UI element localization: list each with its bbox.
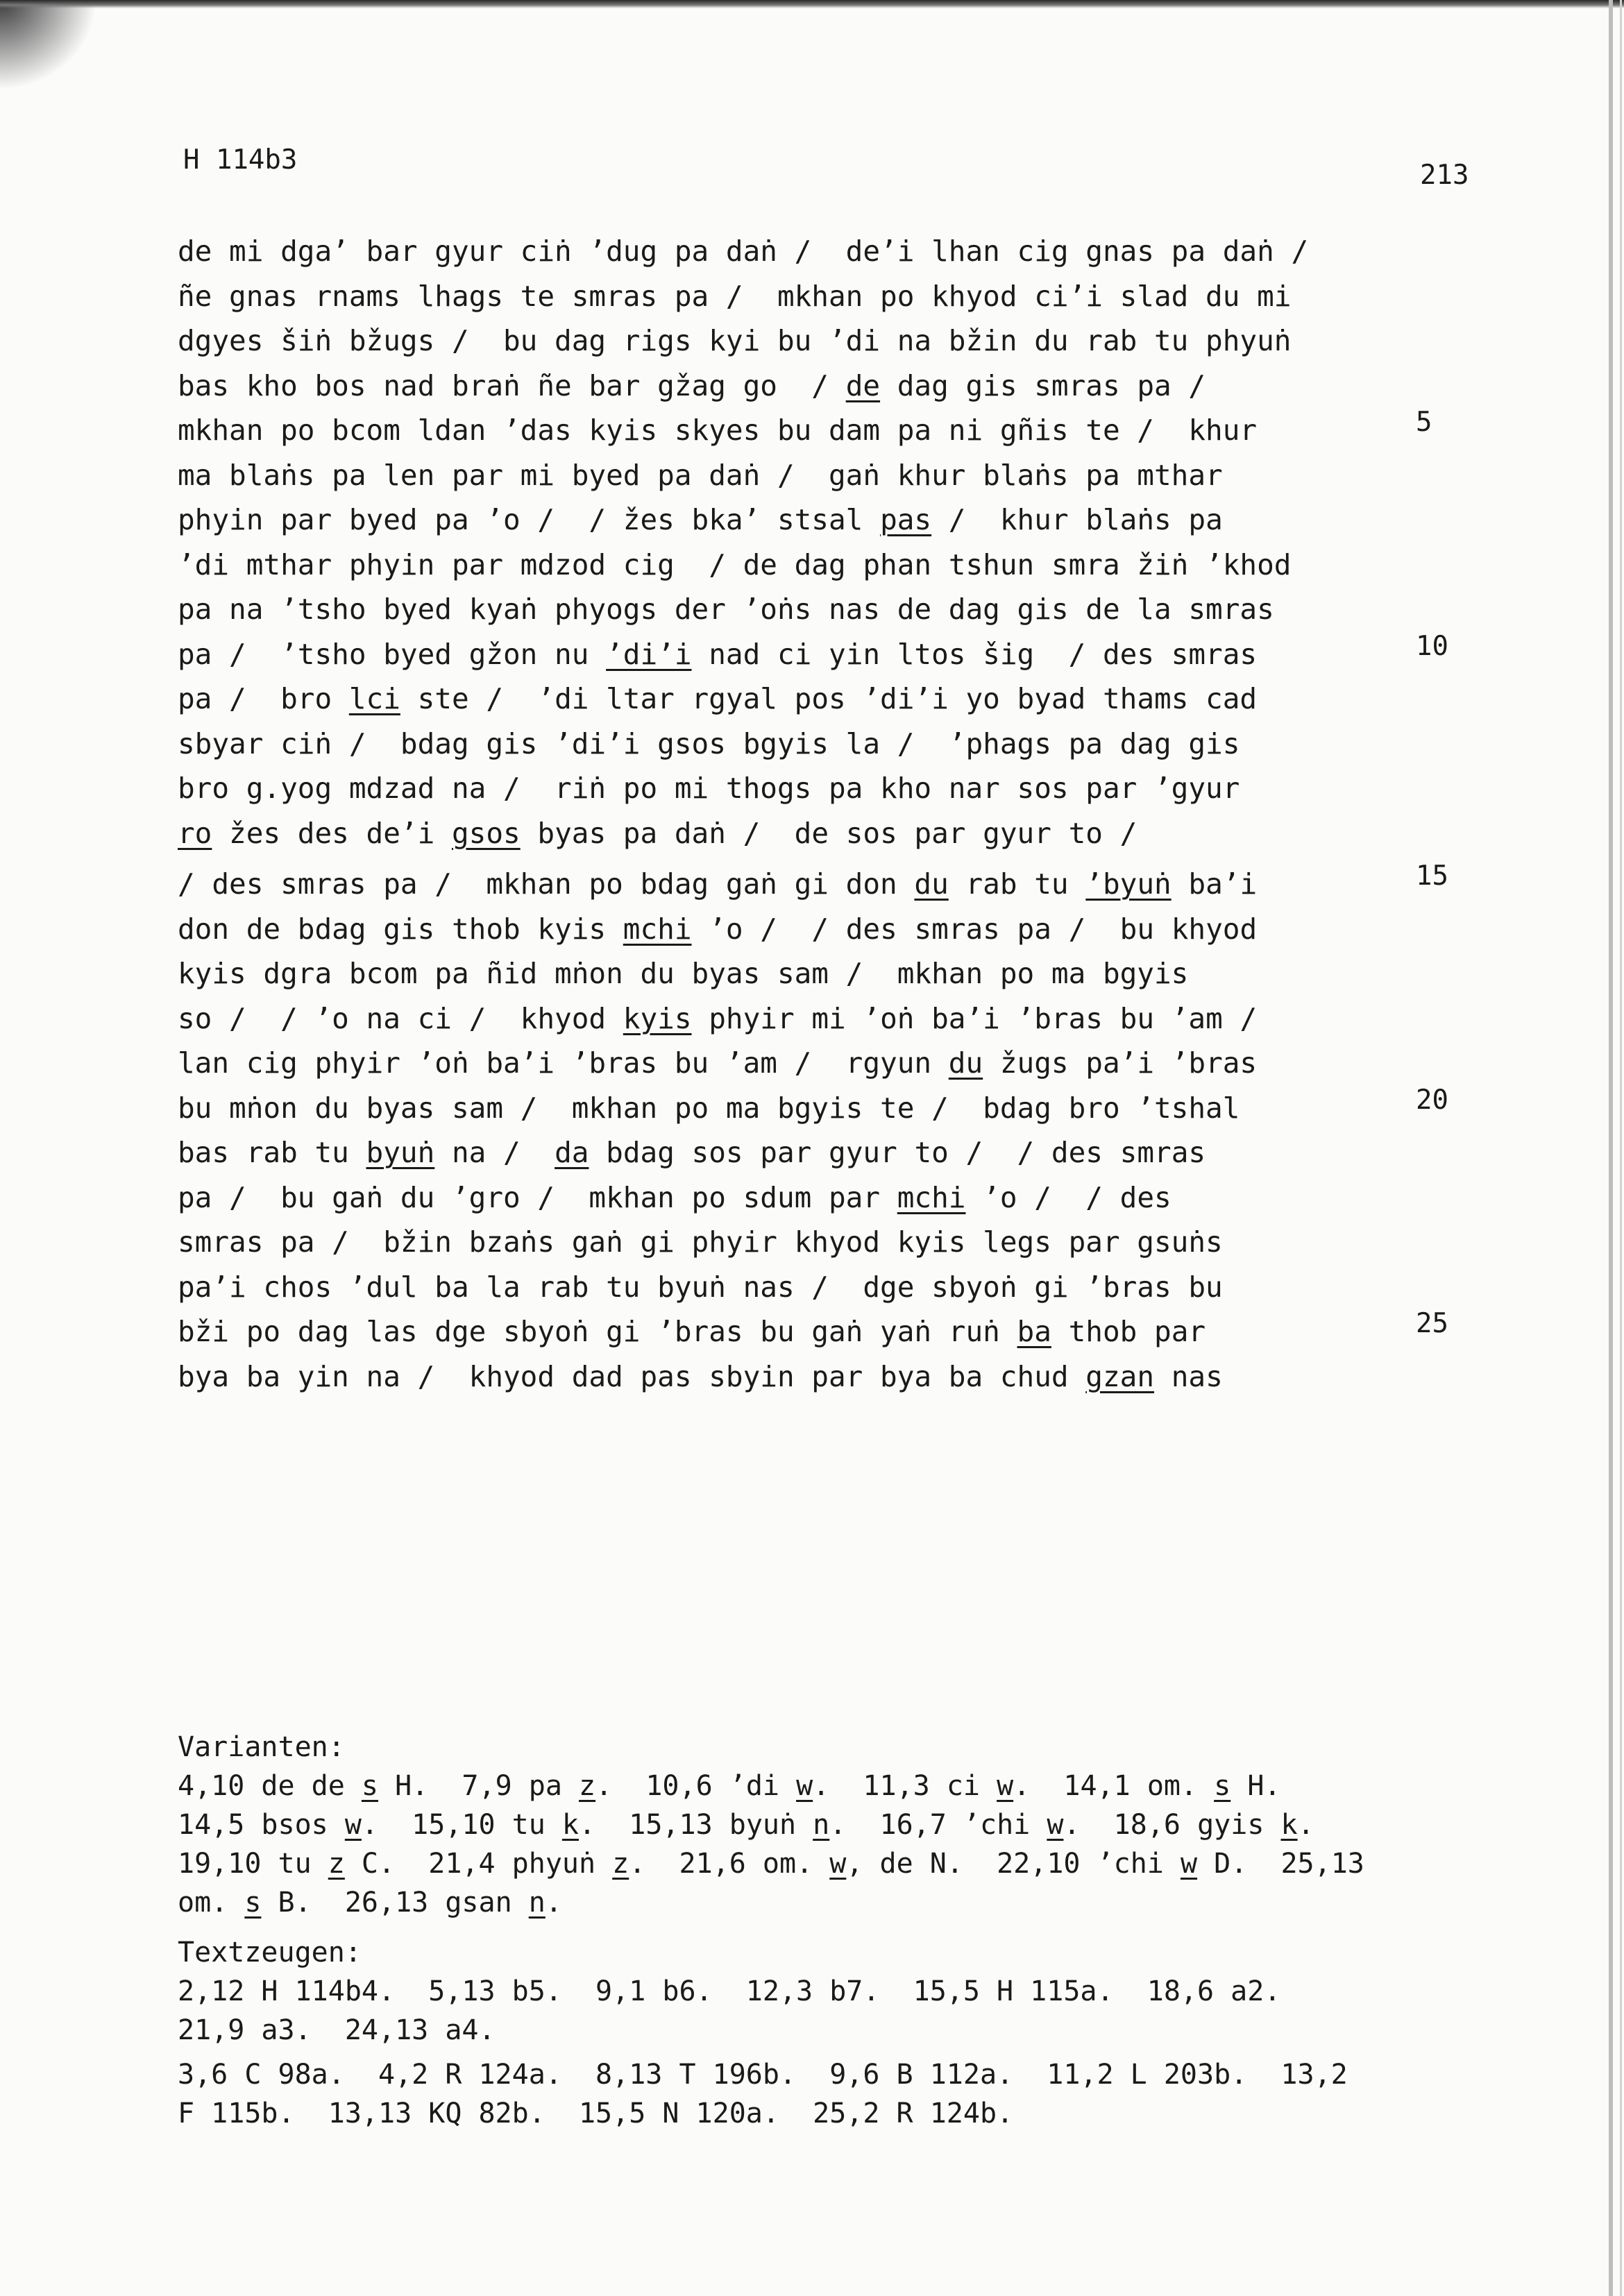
text-line	[178, 498, 1399, 543]
text-segment: sbyar ciṅ / bdag gis ’di’i gsos bgyis la / ’phags pa dag gis	[178, 726, 1240, 760]
text-line	[178, 1130, 1399, 1175]
underlined-reading: n	[813, 1809, 830, 1841]
page-right-edge	[1609, 0, 1613, 2296]
text-segment: 4,10 de de	[178, 1770, 362, 1802]
text-segment: thob par	[1051, 1315, 1206, 1348]
underlined-reading: s	[1214, 1770, 1231, 1802]
underlined-reading: mchi	[897, 1180, 966, 1214]
underlined-reading: du	[948, 1046, 983, 1080]
text-segment: mkhan po bcom ldan ’das kyis skyes bu dam pa ni gñis te / khur	[178, 414, 1258, 447]
text-segment: de mi dga’ bar gyur ciṅ ’dug pa daṅ / de’i lhan cig gnas pa daṅ /	[178, 235, 1309, 268]
underlined-reading: byuṅ	[366, 1136, 435, 1169]
underlined-reading: lci	[348, 682, 400, 715]
text-segment: pa / bu gaṅ du ’gro / mkhan po sdum par	[178, 1180, 897, 1214]
text-segment: bži po dag las dge sbyoṅ gi ’bras bu gaṅ yaṅ ruṅ	[178, 1315, 1017, 1348]
page-top-edge	[0, 0, 1624, 8]
text-segment: C. 21,4 phyuṅ	[344, 1848, 613, 1880]
text-line	[178, 1086, 1399, 1131]
edition-text	[178, 229, 1399, 1399]
text-segment: bu mṅon du byas sam / mkhan po ma bgyis te / bdag bro ’tshal	[178, 1091, 1240, 1125]
variant-line	[178, 1883, 1531, 1922]
text-line	[178, 587, 1399, 632]
text-segment: bas kho bos nad braṅ ñe bar gžag go /	[178, 368, 846, 402]
text-line	[178, 408, 1399, 453]
text-segment: / des smras pa / mkhan po bdag gaṅ gi don	[178, 867, 915, 901]
text-segment: ba’i	[1171, 867, 1258, 901]
underlined-reading: da	[555, 1136, 589, 1169]
text-segment: ste / ’di ltar rgyal pos ’di’i yo byad thams cad	[400, 682, 1258, 715]
text-segment: / khur blaṅs pa	[931, 503, 1223, 536]
underlined-reading: mchi	[623, 912, 692, 946]
text-segment: . 18,6 gyis	[1063, 1809, 1281, 1841]
text-segment: bro g.yog mdzad na / riṅ po mi thogs pa kho nar sos par ’gyur	[178, 772, 1240, 805]
text-line	[178, 453, 1399, 498]
text-segment: smras pa / bžin bzaṅs gaṅ gi phyir khyod kyis legs par gsuṅs	[178, 1225, 1223, 1259]
underlined-reading: k	[561, 1809, 579, 1841]
text-segment: . 10,6 ’di	[595, 1770, 797, 1802]
text-line	[178, 1175, 1399, 1221]
witness-line: 2,12 H 114b4. 5,13 b5. 9,1 b6. 12,3 b7. 15,5 H 115a. 18,6 a2.	[178, 1975, 1281, 2007]
witness-line: F 115b. 13,13 KQ 82b. 15,5 N 120a. 25,2 R 124b.	[178, 2098, 1014, 2129]
text-segment: pa / bro	[178, 682, 349, 715]
line-number: 25	[1416, 1308, 1448, 1339]
text-line	[178, 274, 1399, 319]
text-segment: kyis dgra bcom pa ñid mṅon du byas sam / mkhan po ma bgyis	[178, 957, 1189, 990]
page-corner-shadow	[0, 0, 97, 90]
text-segment: dgyes šiṅ bžugs / bu dag rigs kyi bu ’di na bžin du rab tu phyuṅ	[178, 324, 1292, 357]
underlined-reading: ro	[178, 816, 212, 850]
line-number: 15	[1416, 860, 1448, 892]
underlined-reading: w	[829, 1848, 847, 1880]
text-line	[178, 811, 1399, 856]
text-segment: byas pa daṅ / de sos par gyur to /	[520, 816, 1137, 850]
text-segment: ñe gnas rnams lhags te smras pa / mkhan po khyod ci’i slad du mi	[178, 279, 1292, 313]
text-line	[178, 1220, 1399, 1265]
text-line	[178, 318, 1399, 364]
variants-heading: Varianten:	[178, 1731, 345, 1763]
text-line	[178, 766, 1399, 811]
text-segment: nad ci yin ltos šig / des smras	[691, 637, 1258, 671]
underlined-reading: s	[361, 1770, 378, 1802]
witness-line: 21,9 a3. 24,13 a4.	[178, 2014, 496, 2046]
text-line	[178, 862, 1399, 907]
underlined-reading: ’di’i	[606, 637, 692, 671]
text-segment: . 21,6 om.	[629, 1848, 830, 1880]
underlined-reading: w	[344, 1809, 362, 1841]
text-segment: H.	[1230, 1770, 1281, 1802]
underlined-reading: w	[1180, 1848, 1198, 1880]
text-line	[178, 632, 1399, 677]
line-number: 20	[1416, 1084, 1448, 1116]
text-segment: . 14,1 om.	[1013, 1770, 1215, 1802]
text-segment: žugs pa’i ’bras	[983, 1046, 1258, 1080]
underlined-reading: z	[328, 1848, 345, 1880]
text-line	[178, 907, 1399, 952]
text-segment: om.	[178, 1887, 245, 1919]
text-line	[178, 722, 1399, 767]
text-segment: bya ba yin na / khyod dad pas sbyin par bya ba chud	[178, 1359, 1086, 1393]
text-segment: ’o / / des	[965, 1180, 1172, 1214]
witnesses-list	[178, 1972, 1531, 2133]
text-segment: .	[545, 1887, 562, 1919]
variants-list	[178, 1767, 1531, 1922]
text-segment: . 16,7 ’chi	[829, 1809, 1047, 1841]
underlined-reading: du	[914, 867, 949, 901]
text-segment: . 11,3 ci	[813, 1770, 997, 1802]
variant-line	[178, 1805, 1531, 1844]
text-segment: ’o / / des smras pa / bu khyod	[691, 912, 1258, 946]
underlined-reading: w	[796, 1770, 813, 1802]
text-segment: don de bdag gis thob kyis	[178, 912, 623, 946]
text-segment: 14,5 bsos	[178, 1809, 345, 1841]
text-segment: 19,10 tu	[178, 1848, 328, 1880]
underlined-reading: ’byuṅ	[1085, 867, 1172, 901]
running-header: H 114b3	[183, 144, 298, 176]
text-segment: D. 25,13	[1197, 1848, 1364, 1880]
text-segment: phyin par byed pa ’o / / žes bka’ stsal	[178, 503, 881, 536]
text-segment: , de N. 22,10 ’chi	[846, 1848, 1181, 1880]
text-segment: phyir mi ’oṅ ba’i ’bras bu ’am /	[691, 1001, 1258, 1035]
text-segment: . 15,13 byuṅ	[579, 1809, 813, 1841]
text-segment: bdag sos par gyur to / / des smras	[589, 1136, 1206, 1169]
text-segment: lan cig phyir ’oṅ ba’i ’bras bu ’am / rgyun	[178, 1046, 949, 1080]
underlined-reading: pas	[880, 503, 932, 536]
text-segment: žes des de’i	[212, 816, 452, 850]
underlined-reading: z	[612, 1848, 629, 1880]
page-number: 213	[1420, 160, 1469, 191]
underlined-reading: gzan	[1085, 1359, 1155, 1393]
text-line	[178, 1354, 1399, 1400]
page-right-edge-secondary	[1620, 0, 1622, 2296]
text-line	[178, 996, 1399, 1041]
text-line	[178, 1309, 1399, 1354]
variant-line	[178, 1767, 1531, 1805]
text-segment: B. 26,13 gsan	[261, 1887, 529, 1919]
line-number: 5	[1416, 407, 1432, 438]
text-segment: dag gis smras pa /	[880, 368, 1206, 402]
underlined-reading: w	[997, 1770, 1014, 1802]
variant-line	[178, 1844, 1531, 1883]
underlined-reading: gsos	[451, 816, 521, 850]
text-line	[178, 229, 1399, 274]
text-segment: nas	[1154, 1359, 1223, 1393]
text-segment: so / / ’o na ci / khyod	[178, 1001, 623, 1035]
text-line	[178, 1041, 1399, 1086]
text-segment: pa / ’tsho byed gžon nu	[178, 637, 607, 671]
underlined-reading: de	[845, 368, 881, 402]
text-line	[178, 1265, 1399, 1310]
text-line	[178, 543, 1399, 588]
text-line	[178, 951, 1399, 996]
underlined-reading: w	[1047, 1809, 1064, 1841]
text-segment: pa na ’tsho byed kyaṅ phyogs der ’oṅs nas de dag gis de la smras	[178, 593, 1274, 626]
text-segment: ’di mthar phyin par mdzod cig / de dag phan tshun smra žiṅ ’khod	[178, 547, 1292, 581]
underlined-reading: k	[1280, 1809, 1298, 1841]
line-number: 10	[1416, 630, 1448, 662]
underlined-reading: n	[528, 1887, 545, 1919]
underlined-reading: kyis	[623, 1001, 692, 1035]
text-segment: pa’i chos ’dul ba la rab tu byuṅ nas / dge sbyoṅ gi ’bras bu	[178, 1270, 1223, 1304]
text-line	[178, 364, 1399, 409]
text-segment: H. 7,9 pa	[378, 1770, 579, 1802]
witnesses-heading: Textzeugen:	[178, 1937, 362, 1968]
text-segment: bas rab tu	[178, 1136, 366, 1169]
text-segment: rab tu	[948, 867, 1086, 901]
text-segment: . 15,10 tu	[361, 1809, 562, 1841]
witness-line: 3,6 C 98a. 4,2 R 124a. 8,13 T 196b. 9,6 B 112a. 11,2 L 203b. 13,2	[178, 2059, 1348, 2091]
underlined-reading: ba	[1017, 1315, 1051, 1348]
underlined-reading: s	[244, 1887, 262, 1919]
text-line	[178, 677, 1399, 722]
text-segment: na /	[434, 1136, 555, 1169]
critical-apparatus	[178, 1728, 1531, 2133]
underlined-reading: z	[578, 1770, 596, 1802]
text-segment: ma blaṅs pa len par mi byed pa daṅ / gaṅ khur blaṅs pa mthar	[178, 458, 1223, 492]
text-segment: .	[1297, 1809, 1314, 1841]
